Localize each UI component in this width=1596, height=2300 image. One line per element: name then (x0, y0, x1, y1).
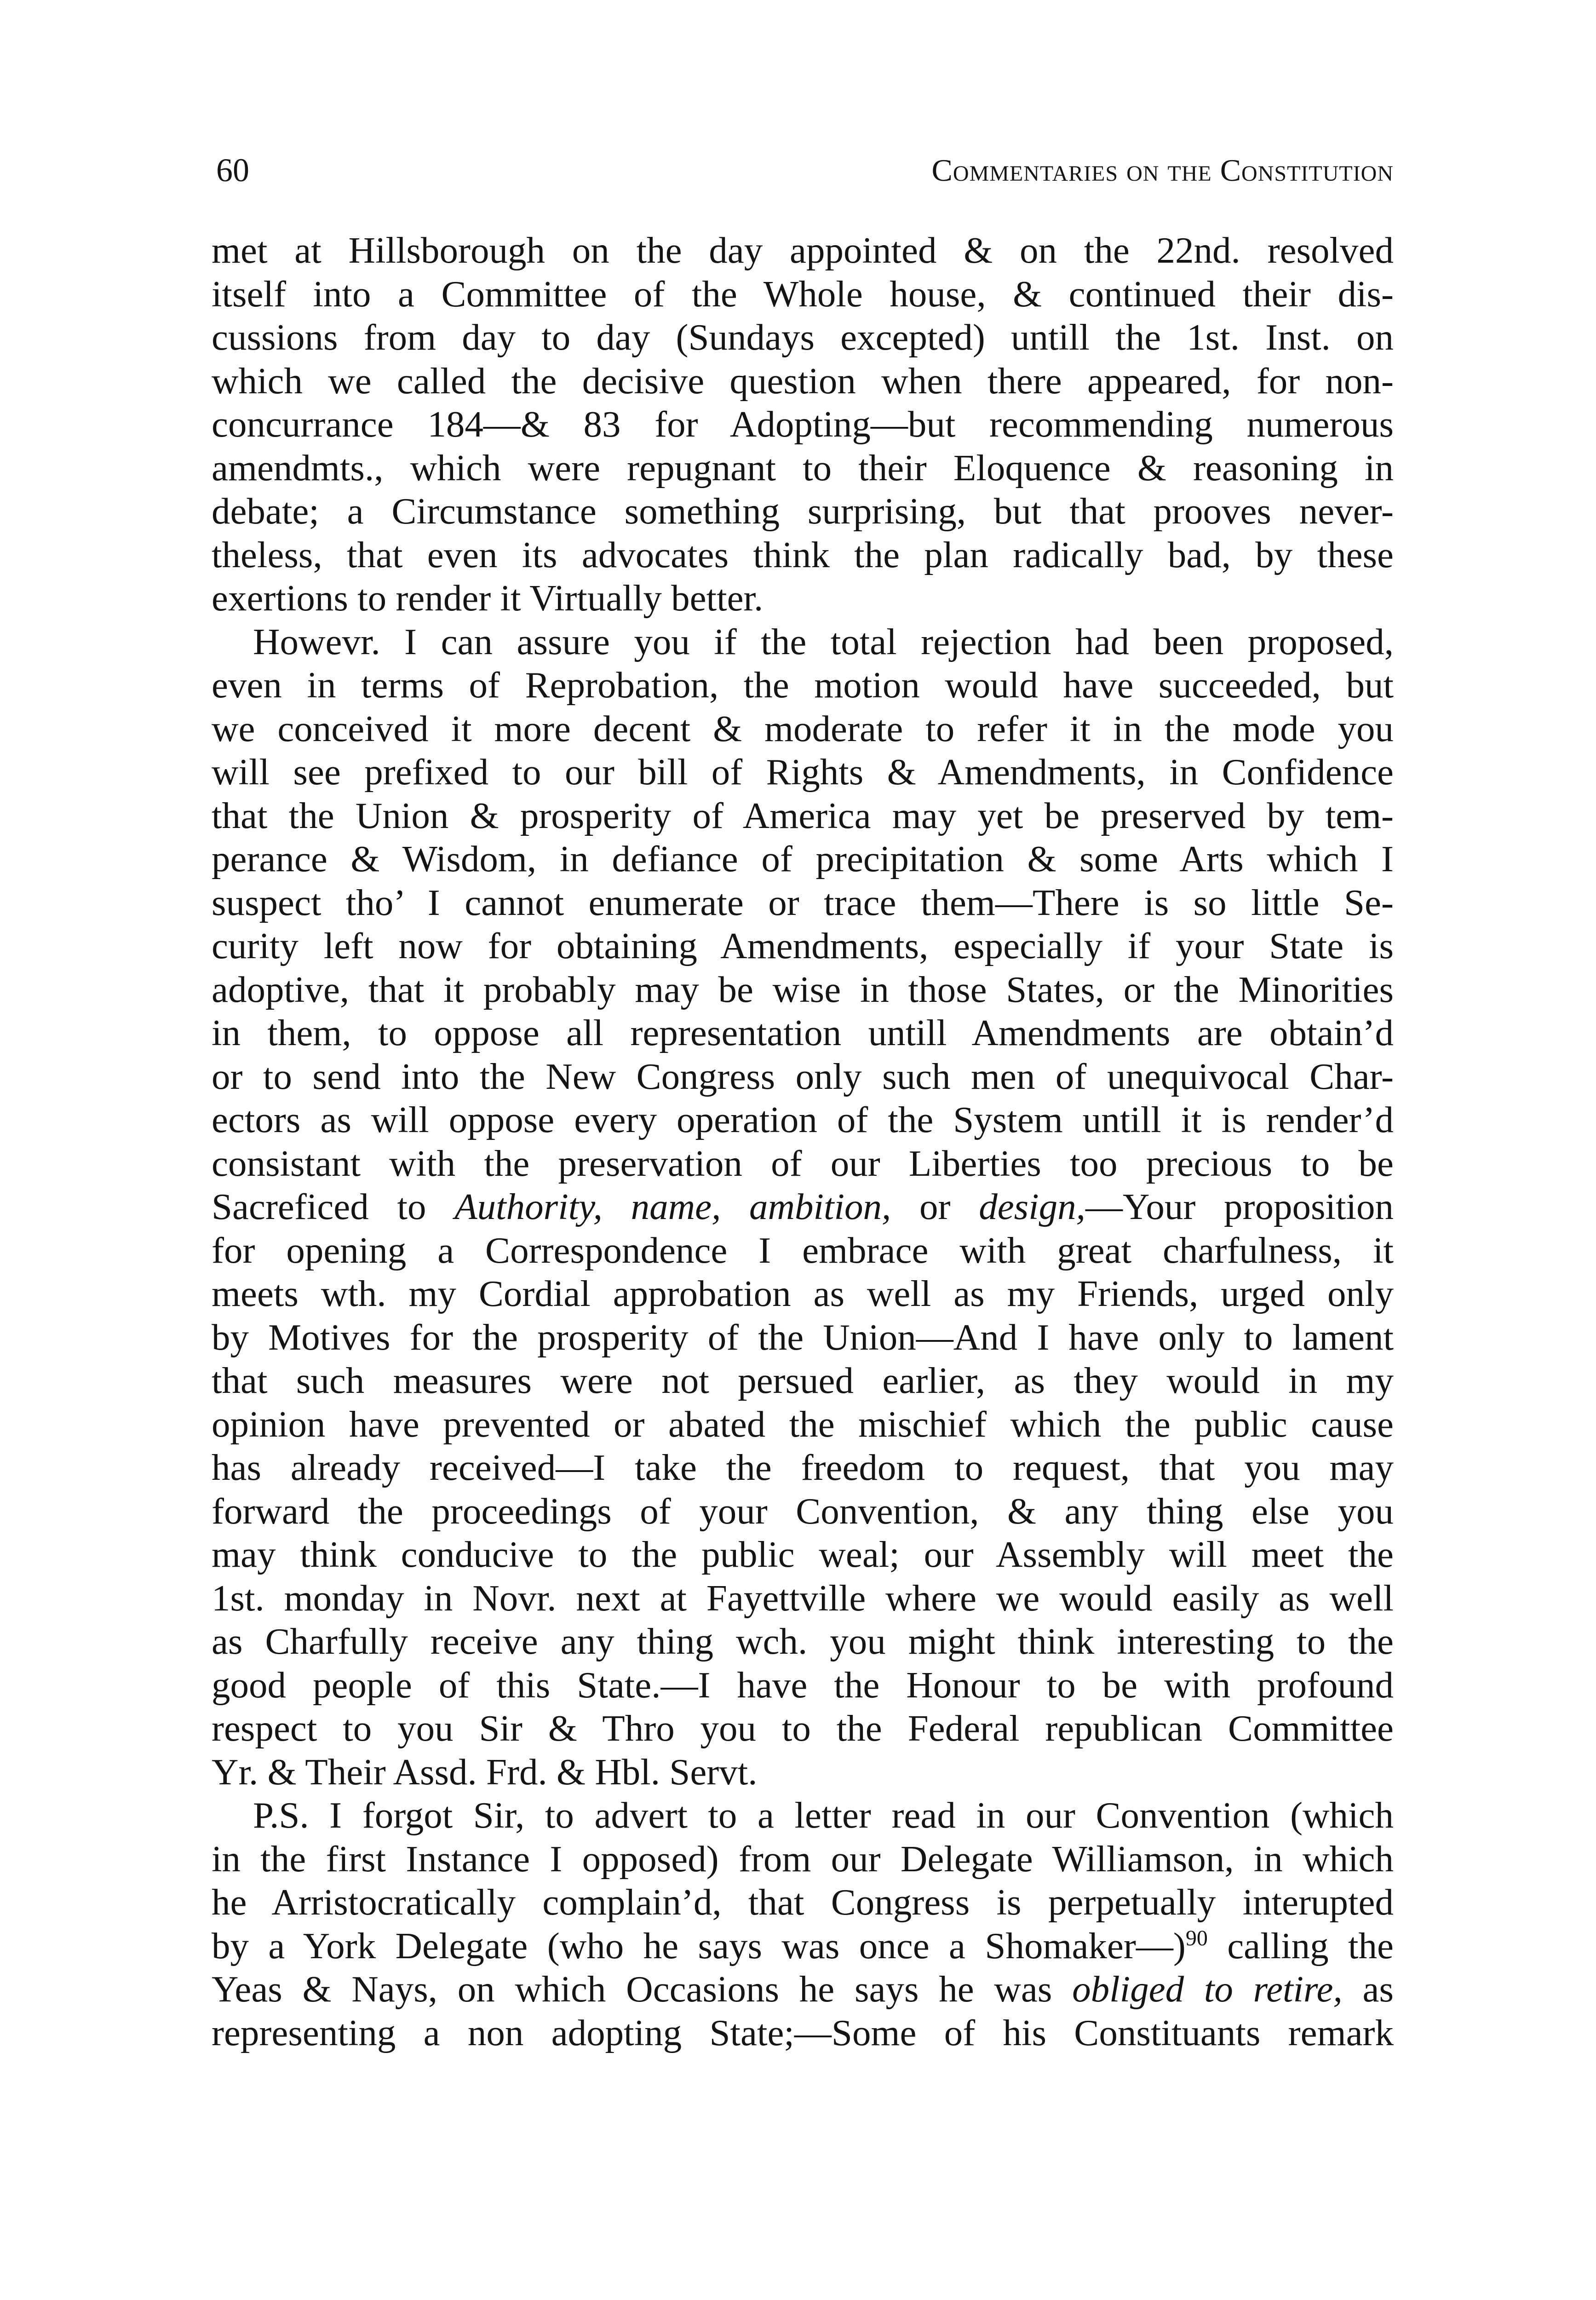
text-line: curity left now for obtaining Amendments, especially if your State is (212, 925, 1394, 966)
text-line: theless, that even its advocates think the plan radically bad, by these (212, 534, 1394, 575)
text-line: has already received—I take the freedom to request, that you may (212, 1447, 1394, 1488)
text-line-with-italics (212, 1185, 1394, 1229)
letter-text (212, 229, 1394, 2054)
running-title: Commentaries on the Constitution (931, 153, 1394, 188)
text-line: representing a non adopting State;—Some of his Constituants remark (212, 2012, 1394, 2053)
text-line: consistant with the preservation of our Liberties too precious to be (212, 1142, 1394, 1184)
text-line: even in terms of Reprobation, the motion would have succeeded, but (212, 664, 1394, 706)
text-line: forward the proceedings of your Convention, & any thing else you (212, 1490, 1394, 1532)
text-run: —Your proposition (1085, 1186, 1394, 1227)
text-line-with-footnote (212, 1924, 1394, 1968)
text-line: which we called the decisive question when there appeared, for non- (212, 360, 1394, 402)
footnote-reference[interactable]: 90 (1185, 1926, 1208, 1950)
italic-text: obliged to retire, (1072, 1968, 1343, 2010)
text-line: adoptive, that it probably may be wise in those States, or the Minorities (212, 968, 1394, 1010)
text-run: Yeas & Nays, on which Occasions he says he was (212, 1968, 1073, 2010)
text-line: met at Hillsborough on the day appointed & on the 22nd. resolved (212, 230, 1394, 271)
text-run: by a York Delegate (who he says was once a Shomaker—) (212, 1925, 1186, 1966)
text-line: in them, to oppose all representation untill Amendments are obtain’d (212, 1012, 1394, 1053)
text-line: in the first Instance I opposed) from our Delegate Williamson, in which (212, 1838, 1394, 1880)
text-line: perance & Wisdom, in defiance of precipitation & some Arts which I (212, 838, 1394, 880)
paragraph-end-line: exertions to render it Virtually better. (212, 577, 764, 619)
postscript-start-line: P.S. I forgot Sir, to advert to a letter read in our Convention (which (253, 1794, 1394, 1836)
italic-text: Authority, name, ambition, (454, 1186, 891, 1227)
text-line: he Arristocratically complain’d, that Congress is perpetually interupted (212, 1881, 1394, 1923)
text-line: opinion have prevented or abated the mischief which the public cause (212, 1403, 1394, 1445)
text-line: ectors as will oppose every operation of the System untill it is render’d (212, 1099, 1394, 1140)
text-line: good people of this State.—I have the Honour to be with profound (212, 1664, 1394, 1706)
text-line: suspect tho’ I cannot enumerate or trace them—There is so little Se- (212, 881, 1394, 923)
text-line: 1st. monday in Novr. next at Fayettville where we would easily as well (212, 1577, 1394, 1619)
text-run: Sacreficed to (212, 1186, 455, 1227)
text-run: or (891, 1186, 979, 1227)
running-head (216, 147, 1394, 193)
paragraph-start-line: Howevr. I can assure you if the total rejection had been proposed, (253, 621, 1394, 662)
text-run: as (1342, 1968, 1394, 2010)
text-line: respect to you Sir & Thro you to the Federal republican Committee (212, 1708, 1394, 1749)
text-line: as Charfully receive any thing wch. you might think interesting to the (212, 1621, 1394, 1662)
text-line: itself into a Committee of the Whole house, & continued their dis- (212, 273, 1394, 315)
text-line: by Motives for the prosperity of the Union—And I have only to lament (212, 1316, 1394, 1358)
text-line: debate; a Circumstance something surprising, but that prooves never- (212, 490, 1394, 532)
text-line: or to send into the New Congress only such men of unequivocal Char- (212, 1055, 1394, 1097)
text-line: that such measures were not persued earlier, as they would in my (212, 1360, 1394, 1401)
text-line: for opening a Correspondence I embrace with great charfulness, it (212, 1229, 1394, 1271)
text-line: may think conducive to the public weal; our Assembly will meet the (212, 1534, 1394, 1575)
text-line: meets wth. my Cordial approbation as well as my Friends, urged only (212, 1273, 1394, 1314)
text-line: that the Union & prosperity of America may yet be preserved by tem- (212, 794, 1394, 836)
text-line: cussions from day to day (Sundays excepted) untill the 1st. Inst. on (212, 316, 1394, 358)
text-line: will see prefixed to our bill of Rights & Amendments, in Confidence (212, 751, 1394, 793)
italic-text: design, (979, 1186, 1085, 1227)
closing-line: Yr. & Their Assd. Frd. & Hbl. Servt. (212, 1751, 758, 1793)
text-run: calling the (1207, 1925, 1394, 1966)
text-line: concurrance 184—& 83 for Adopting—but recommending numerous (212, 403, 1394, 445)
text-line: amendmts., which were repugnant to their Eloquence & reasoning in (212, 447, 1394, 489)
page-number: 60 (216, 152, 249, 189)
text-line: we conceived it more decent & moderate to refer it in the mode you (212, 707, 1394, 749)
text-line-with-italics (212, 1967, 1394, 2011)
